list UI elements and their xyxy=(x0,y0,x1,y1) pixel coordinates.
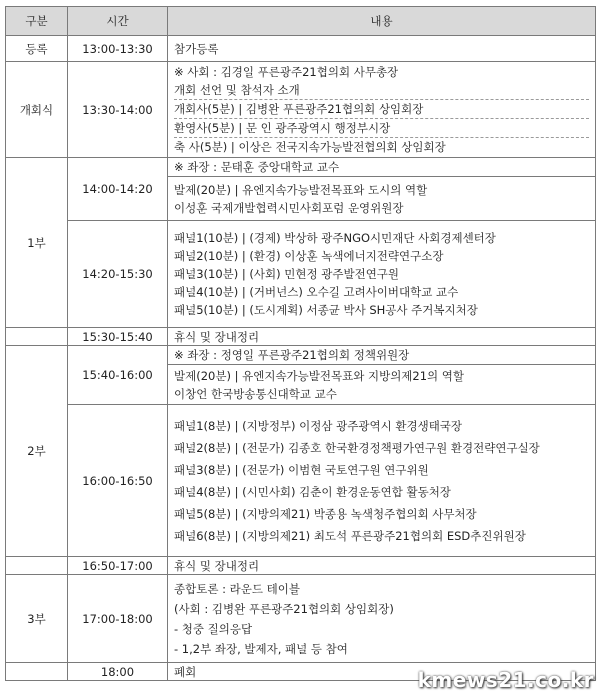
congratulatory-address-line: 축 사(5분) | 이상은 전국지속가능발전협의회 상임회장 xyxy=(174,140,446,154)
time-cell: 15:40-16:00 xyxy=(68,346,168,405)
panel-line: 패널4(8분) | (시민사회) 김춘이 환경운동연합 활동처장 xyxy=(174,484,451,499)
content-cell xyxy=(168,575,596,663)
keynote-speaker-line: 이창언 한국방송통신대학교 교수 xyxy=(174,386,337,401)
keynote-line: 발제(20분) | 유엔지속가능발전목표와 도시의 역할 xyxy=(174,182,428,197)
host-line: ※ 사회 : 김경일 푸른광주21협의회 사무총장 xyxy=(174,65,399,79)
discussion-item-line: - 1,2부 좌장, 발제자, 패널 등 참여 xyxy=(174,641,348,656)
time-cell: 16:00-16:50 xyxy=(68,405,168,557)
content-cell: 폐회 xyxy=(168,663,596,681)
division-cell: 2부 xyxy=(6,346,68,557)
panel-line: 패널5(10분) | (도시계획) 서종균 박사 SH공사 주거복지처장 xyxy=(174,303,478,317)
discussion-host-line: (사회 : 김병완 푸른광주21협의회 상임회장) xyxy=(174,601,394,616)
chair-line: ※ 좌장 : 정영일 푸른광주21협의회 정책위원장 xyxy=(174,348,410,362)
panel-line: 패널1(10분) | (경제) 박상하 광주NGO시민재단 사회경제센터장 xyxy=(174,231,496,245)
discussion-item-line: - 청중 질의응답 xyxy=(174,621,253,636)
panel-line: 패널3(10분) | (사회) 민현정 광주발전연구원 xyxy=(174,267,400,281)
content-cell: 휴식 및 장내정리 xyxy=(168,328,596,346)
content-cell xyxy=(168,62,596,158)
row-part1-panel xyxy=(6,221,596,328)
division-cell: 개회식 xyxy=(6,62,68,158)
division-cell xyxy=(6,557,68,575)
row-part2-panel xyxy=(6,405,596,557)
division-cell: 1부 xyxy=(6,158,68,328)
time-cell: 13:30-14:00 xyxy=(68,62,168,158)
content-cell xyxy=(168,365,596,405)
division-cell xyxy=(6,663,68,681)
welcome-address-line: 환영사(5분) | 문 인 광주광역시 행정부시장 xyxy=(174,119,589,138)
division-cell xyxy=(6,328,68,346)
row-part1-chair xyxy=(6,158,596,177)
header-time: 시간 xyxy=(68,7,168,36)
watermark-text: kmews21.co.kr xyxy=(417,668,594,692)
header-division: 구분 xyxy=(6,7,68,36)
content-cell: 휴식 및 장내정리 xyxy=(168,557,596,575)
program-schedule-table xyxy=(5,6,596,681)
opening-address-line: 개회사(5분) | 김병완 푸른광주21협의회 상임회장 xyxy=(174,100,589,119)
chair-cell xyxy=(168,346,596,365)
content-cell xyxy=(168,177,596,221)
division-cell: 3부 xyxy=(6,575,68,663)
row-opening xyxy=(6,62,596,158)
opening-intro-line: 개회 선언 및 참석자 소개 xyxy=(174,81,589,100)
content-cell xyxy=(168,405,596,557)
row-part2-chair xyxy=(6,346,596,365)
panel-line: 패널5(8분) | (지방의제21) 박종용 녹색청주협의회 사무처장 xyxy=(174,506,477,521)
time-cell: 16:50-17:00 xyxy=(68,557,168,575)
time-cell: 13:00-13:30 xyxy=(68,36,168,62)
row-registration xyxy=(6,36,596,62)
time-cell: 17:00-18:00 xyxy=(68,575,168,663)
row-part3 xyxy=(6,575,596,663)
time-cell: 18:00 xyxy=(68,663,168,681)
chair-cell xyxy=(168,158,596,177)
content-cell xyxy=(168,221,596,328)
panel-line: 패널1(8분) | (지방정부) 이정삼 광주광역시 환경생태국장 xyxy=(174,418,463,433)
panel-line: 패널2(8분) | (전문가) 김종호 한국환경정책평가연구원 환경전략연구실장 xyxy=(174,440,540,455)
panel-line: 패널4(10분) | (거버넌스) 오수길 고려사이버대학교 교수 xyxy=(174,285,459,299)
time-cell: 14:20-15:30 xyxy=(68,221,168,328)
header-content: 내용 xyxy=(168,7,596,36)
division-cell: 등록 xyxy=(6,36,68,62)
row-break1 xyxy=(6,328,596,346)
time-cell: 14:00-14:20 xyxy=(68,158,168,221)
time-cell: 15:30-15:40 xyxy=(68,328,168,346)
keynote-line: 발제(20분) | 유엔지속가능발전목표와 지방의제21의 역할 xyxy=(174,368,465,383)
panel-line: 패널2(10분) | (환경) 이상훈 녹색에너지전략연구소장 xyxy=(174,249,444,263)
panel-line: 패널6(8분) | (지방의제21) 최도석 푸른광주21협의회 ESD추진위원장 xyxy=(174,528,526,543)
keynote-speaker-line: 이성훈 국제개발협력시민사회포럼 운영위원장 xyxy=(174,200,404,215)
chair-line: ※ 좌장 : 문태훈 중앙대학교 교수 xyxy=(174,160,340,174)
row-break2 xyxy=(6,557,596,575)
header-row xyxy=(6,7,596,36)
discussion-title-line: 종합토론 : 라운드 테이블 xyxy=(174,581,300,596)
panel-line: 패널3(8분) | (전문가) 이범현 국토연구원 연구위원 xyxy=(174,462,429,477)
content-cell: 참가등록 xyxy=(168,36,596,62)
